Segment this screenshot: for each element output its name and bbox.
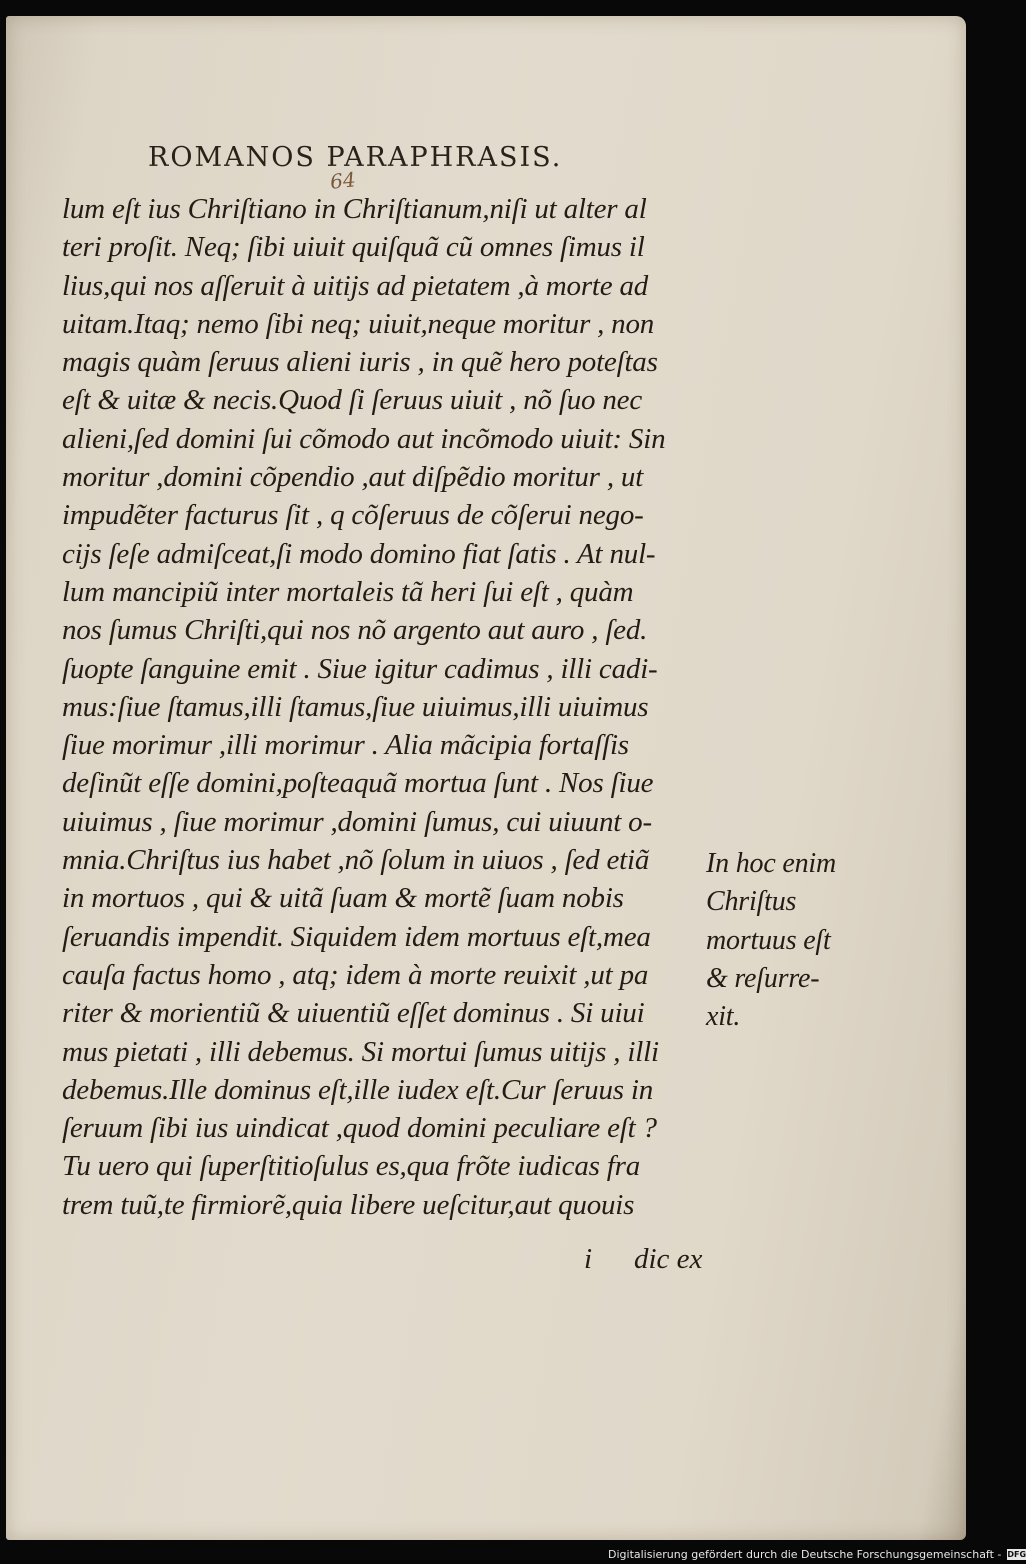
text-line: lum mancipiũ inter mortaleis tã heri ſui eſt , quàm — [62, 575, 634, 608]
text-line: moritur ,domini cõpendio ,aut diſpẽdio moritur , ut — [62, 461, 644, 494]
catchword: dic ex — [634, 1243, 703, 1275]
margin-note-line: In hoc enim — [706, 848, 836, 879]
margin-note-line: Chriſtus — [706, 886, 797, 918]
margin-note-line: & reſurre- — [706, 962, 820, 994]
text-line: in mortuos , qui & uitã ſuam & mortẽ ſuam nobis — [62, 882, 624, 915]
text-line: impudẽter facturus ſit , q cõſeruus de cõſerui nego- — [62, 499, 644, 532]
credit-text: Digitalisierung gefördert durch die Deutsche Forschungsgemeinschaft - — [608, 1547, 1002, 1561]
signature-mark: i — [584, 1243, 593, 1275]
margin-note-line: mortuus eſt — [706, 924, 831, 956]
text-line: ſuopte ſanguine emit . Siue igitur cadimus , illi cadi- — [62, 652, 658, 685]
text-line: cauſa factus homo , atq; idem à morte reuixit ,ut pa — [62, 958, 649, 991]
text-line: ſeruum ſibi ius uindicat ,quod domini peculiare eſt ? — [62, 1112, 657, 1145]
text-line: ſiue morimur ,illi morimur . Alia mãcipia fortaſſis — [62, 729, 629, 762]
digitization-credit — [608, 1546, 1026, 1562]
text-line: riter & morientiũ & uiuentiũ eſſet dominus . Si uiui — [62, 997, 645, 1030]
text-line: deſinũt eſſe domini,poſteaquã mortua ſunt . Nos ſiue — [62, 767, 654, 800]
text-line: cijs ſeſe admiſceat,ſi modo domino fiat ſatis . At nul- — [62, 537, 656, 570]
text-line: nos ſumus Chriſti,qui nos nõ argento aut auro , ſed. — [62, 614, 648, 647]
text-line: mus:ſiue ſtamus,illi ſtamus,ſiue uiuimus,illi uiuimus — [62, 690, 649, 723]
running-title: ROMANOS PARAPHRASIS. — [148, 142, 563, 173]
marginal-note — [706, 845, 886, 1036]
text-line: uiuimus , ſiue morimur ,domini ſumus, cui uiuunt o- — [62, 805, 652, 838]
text-line: ſeruandis impendit. Siquidem idem mortuus eſt,mea — [62, 920, 651, 953]
text-line: lius,qui nos aſſeruit à uitijs ad pietatem ,à morte ad — [62, 269, 649, 302]
text-line: alieni,ſed domini ſui cõmodo aut incõmodo uiuit: Sin — [62, 422, 666, 455]
dfg-logo: DFG — [1007, 1549, 1026, 1559]
text-line: trem tuũ,te firmiorẽ,quia libere ueſcitur,aut quouis — [62, 1188, 635, 1221]
text-line: Tu uero qui ſuperſtitioſulus es,qua frõte iudicas fra — [62, 1150, 641, 1183]
text-line: teri proſit. Neq; ſibi uiuit quiſquã cũ omnes ſimus il — [62, 231, 645, 264]
main-text-block — [62, 190, 702, 1224]
text-line: mnia.Chriſtus ius habet ,nõ ſolum in uiuos , ſed etiã — [62, 844, 650, 877]
text-line: uitam.Itaq; nemo ſibi neq; uiuit,neque moritur , non — [62, 307, 655, 340]
text-line: debemus.Ille dominus eſt,ille iudex eſt.Cur ſeruus in — [62, 1073, 654, 1106]
text-line: magis quàm ſeruus alieni iuris , in quẽ hero poteſtas — [62, 346, 658, 379]
handwritten-folio-number: 64 — [328, 167, 357, 194]
text-line: eſt & uitæ & necis.Quod ſi ſeruus uiuit , nõ ſuo nec — [62, 384, 643, 417]
text-line: mus pietati , illi debemus. Si mortui ſumus uitijs , illi — [62, 1035, 659, 1068]
text-line: lum eſt ius Chriſtiano in Chriſtianum,niſi ut alter al — [62, 193, 647, 225]
margin-note-line: xit. — [706, 1001, 741, 1033]
